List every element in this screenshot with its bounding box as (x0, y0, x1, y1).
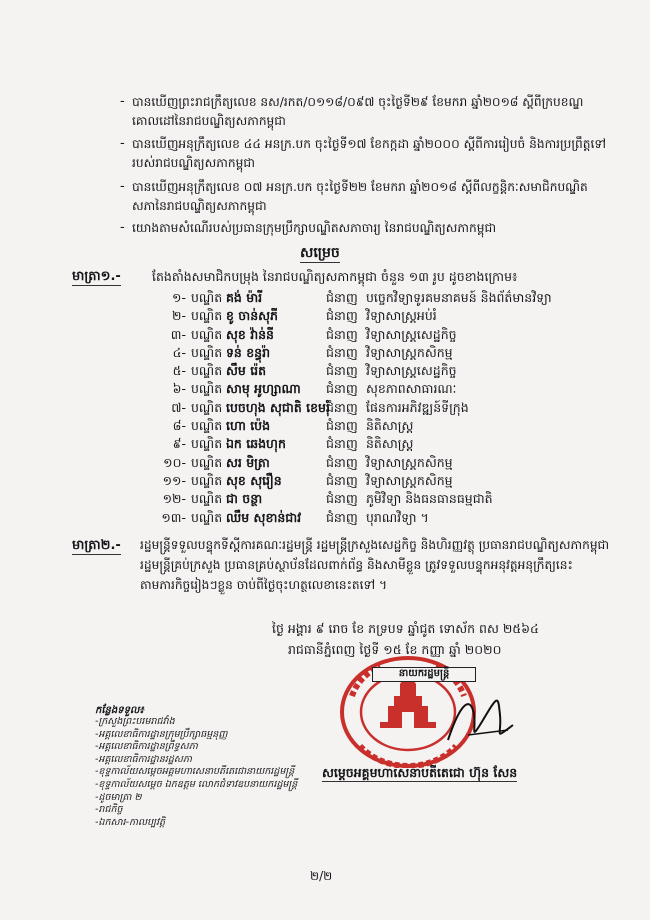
bullet-dash: - (120, 136, 125, 151)
recipient-item: -អគ្គលេខាធិការដ្ឋានក្រុមប្រឹក្សាធម្មនុញ្ញ (95, 728, 228, 740)
preamble-line: បានឃើញព្រះរាជក្រឹត្យលេខ នស/រកត/០១១៨/០៩៧ ចុះថ្ងៃទី២៩ ខែមករា ឆ្នាំ២០១៨ ស្តីពីក្របខណ្ឌ (132, 95, 584, 109)
member-field: បុរាណវិទ្យា ។ (366, 509, 429, 525)
member-expertise-label: ជំនាញ (326, 381, 358, 397)
member-title: បណ្ឌិត (191, 491, 223, 507)
recipients-list (95, 716, 297, 829)
member-number: ១០- (163, 454, 186, 470)
member-field: និតិសាស្រ្ត (366, 418, 414, 434)
member-expertise-label: ជំនាញ (326, 399, 358, 415)
member-field: វិទ្យាសាស្រ្តសេដ្ឋកិច្ច (366, 326, 457, 342)
signer-name: សម្តេចអគ្គមហាសេនាបតីតេជោ ហ៊ុន សែន (322, 765, 518, 780)
member-title: បណ្ឌិត (191, 472, 223, 488)
article2-line: តាមភារកិច្ចរៀងៗខ្លួន ចាប់ពីថ្ងៃចុះហត្ថលេខានេះតទៅ ។ (140, 578, 388, 592)
bullet-dash: - (120, 220, 125, 235)
signer-box: នាយករដ្ឋមន្រ្តី (372, 667, 476, 682)
member-title: បណ្ឌិត (191, 454, 223, 470)
recipient-item: -ខុទ្ទកាល័យសម្តេច ឯកឧត្តម លោកជំទាវឧបនាយករដ្ឋមន្រ្តី (95, 778, 298, 790)
decision-heading: សម្រេច (300, 245, 340, 261)
member-field: វិទ្យាសាស្រ្តកសិកម្ម (366, 454, 453, 470)
member-expertise-label: ជំនាញ (326, 308, 358, 324)
article2-label: មាត្រា២.- (72, 538, 121, 553)
member-expertise-label: ជំនាញ (326, 509, 358, 525)
member-field: វិទ្យាសាស្រ្តសេដ្ឋកិច្ច (366, 363, 457, 379)
date-lunar: ថ្ងៃ អង្គារ ៩ រោច ខែ ភទ្របទ ឆ្នាំជូត ទោស័ក ពស ២៥៦៤ (272, 621, 539, 636)
member-name: សាមុ អូហ្សាណា (226, 381, 301, 397)
member-field: វិទ្យាសាស្រ្តកសិកម្ម (366, 344, 453, 360)
recipient-item: -អគ្គលេខាធិការដ្ឋានរដ្ឋសភា (95, 753, 192, 765)
member-name: សុខ វ៉ាន់នី (226, 326, 274, 342)
member-expertise-label: ជំនាញ (326, 290, 358, 305)
member-name: សឹម រ៉េត (226, 363, 267, 379)
bullet-dash: - (120, 179, 125, 194)
member-name: ខូ ចាន់សុភី (226, 308, 278, 324)
preamble-line: គោលដៅនៃរាជបណ្ឌិត្យសភាកម្ពុជា (132, 114, 286, 128)
member-title: បណ្ឌិត (191, 363, 223, 379)
recipient-item: -ក្រសួងព្រះបរមរាជវាំង (95, 716, 175, 727)
article2-line: រដ្ឋមន្រ្តីទទួលបន្ទុកទីស្តីការគណៈរដ្ឋមន្រ្តី រដ្ឋមន្រ្តីក្រសួងសេដ្ឋកិច្ច និងហិរញ្ញវត្ថុ ប្រធានរាជបណ្ឌិត្យសភាកម្ពុជា (140, 538, 610, 552)
date-solar: រាជធានីភ្នំពេញ ថ្ងៃទី ១៥ ខែ កញ្ញា ឆ្នាំ ២០២០ (288, 642, 502, 657)
member-name: សុខ សុរឿន (226, 472, 282, 488)
member-expertise-label: ជំនាញ (326, 472, 358, 488)
member-number: ៣- (170, 326, 186, 342)
member-number: ៦- (172, 381, 186, 397)
member-field: ផែនការអភិវឌ្ឍន៍ទីក្រុង (366, 399, 469, 415)
member-field: វិទ្យាសាស្រ្តកសិកម្ម (366, 472, 453, 488)
preamble-line: បានឃើញអនុក្រឹត្យលេខ ៤៤ អនក្រ.បក ចុះថ្ងៃទី១៧ ខែកក្កដា ឆ្នាំ២០០០ ស្តីពីការរៀបចំ និងការប្រព្រឹត្តទៅ (132, 137, 606, 151)
member-title: បណ្ឌិត (191, 308, 223, 324)
article1-label: មាត្រា១.- (72, 269, 121, 284)
member-number: ៥- (172, 363, 186, 379)
member-expertise-label: ជំនាញ (326, 491, 358, 507)
member-number: ១- (172, 290, 186, 305)
member-expertise-label: ជំនាញ (326, 326, 358, 342)
page-number: ២/២ (310, 869, 333, 883)
member-name: បេចហុង សុជាតិ ខេមរុំ (226, 399, 330, 415)
member-expertise-label: ជំនាញ (326, 363, 358, 379)
member-title: បណ្ឌិត (191, 381, 223, 397)
member-number: ១២- (162, 491, 186, 507)
member-title: បណ្ឌិត (191, 399, 223, 415)
member-field: វិទ្យាសាស្រ្តអប់រំ (366, 308, 437, 324)
recipient-item: -អគ្គលេខាធិការដ្ឋានព្រឹទ្ធសភា (95, 741, 198, 753)
member-number: ៩- (172, 436, 186, 452)
member-name: សរ មិត្រា (226, 454, 270, 470)
member-expertise-label: ជំនាញ (326, 436, 358, 452)
member-field: ភូមិវិទ្យា និងធនធានធម្មជាតិ (366, 491, 493, 507)
member-expertise-label: ជំនាញ (326, 344, 358, 360)
member-name: ជា ចន្ថា (226, 491, 263, 507)
member-number: ៤- (172, 344, 186, 360)
member-name: គង់ ម៉ារី (226, 290, 263, 305)
member-name: ហោ ប៉េង (226, 418, 271, 434)
member-name: ទន់ ខន្ធុរ៉ា (226, 344, 271, 360)
member-title: បណ្ឌិត (191, 418, 223, 434)
member-number: ៨- (172, 418, 186, 434)
recipient-item: -ខុទ្ទកាល័យសម្តេចអគ្គមហាសេនាបតីតេជោនាយករដ្ឋមន្រ្តី (95, 766, 295, 778)
member-title: បណ្ឌិត (191, 436, 223, 452)
member-title: បណ្ឌិត (191, 344, 223, 360)
member-expertise-label: ជំនាញ (326, 418, 358, 434)
preamble-line: សភានៃរាជបណ្ឌិត្យសភាកម្ពុជា (132, 199, 267, 213)
member-number: ៧- (171, 399, 186, 415)
member-number: ២- (172, 308, 186, 324)
member-field: និតិសាស្រ្ត (366, 436, 414, 452)
member-name: ឯក ឆេងហុក (226, 436, 286, 452)
preamble-line: បានឃើញអនុក្រឹត្យលេខ ០៧ អនក្រ.បក ចុះថ្ងៃទី២២ ខែមករា ឆ្នាំ២០១៨ ស្តីពីលក្ខន្តិកៈសមាជិកបណ្ឌិត (132, 180, 588, 194)
member-title: បណ្ឌិត (191, 290, 223, 305)
recipient-item: -ដូចមាត្រា ២ (95, 791, 142, 803)
recipient-item: -រាជកិច្ច (95, 804, 123, 816)
signature-icon (438, 690, 518, 750)
member-expertise-label: ជំនាញ (326, 454, 358, 470)
preamble-line: យោងតាមសំណើរបស់ប្រធានក្រុមប្រឹក្សាបណ្ឌិតសភាចារ្យ នៃរាជបណ្ឌិត្យសភាកម្ពុជា (132, 221, 497, 235)
member-field: សុខភាពសាធារណៈ (366, 381, 457, 397)
member-number: ១១- (162, 472, 186, 488)
member-field: បច្ចេកវិទ្យាទូរគមនាគមន៍ និងព័ត៌មានវិទ្យា (366, 290, 552, 305)
bullet-dash: - (120, 94, 125, 109)
article1-text: តែងតាំងសមាជិកបម្រុង នៃរាជបណ្ឌិត្យសភាកម្ពុជា ចំនួន ១៣ រូប ដូចខាងក្រោម៖ (152, 269, 518, 284)
member-title: បណ្ឌិត (191, 326, 223, 342)
member-name: ឈឹម សុខាន់ជាវ (226, 509, 302, 525)
member-number: ១៣- (161, 509, 186, 525)
member-title: បណ្ឌិត (191, 509, 223, 525)
recipient-item: -ឯកសារ-កាលប្បវត្តិ (95, 816, 165, 828)
preamble-line: របស់រាជបណ្ឌិត្យសភាកម្ពុជា (132, 156, 255, 170)
article2-line: រដ្ឋមន្រ្តីគ្រប់ក្រសួង ប្រធានគ្រប់ស្ថាប័នដែលពាក់ព័ន្ធ និងសាមីខ្លួន ត្រូវទទួលបន្ទុកអនុវត្តអនុក្រឹត្យនេះ (140, 558, 573, 572)
recipients-heading: កន្លែងទទួល៖ (95, 705, 144, 716)
